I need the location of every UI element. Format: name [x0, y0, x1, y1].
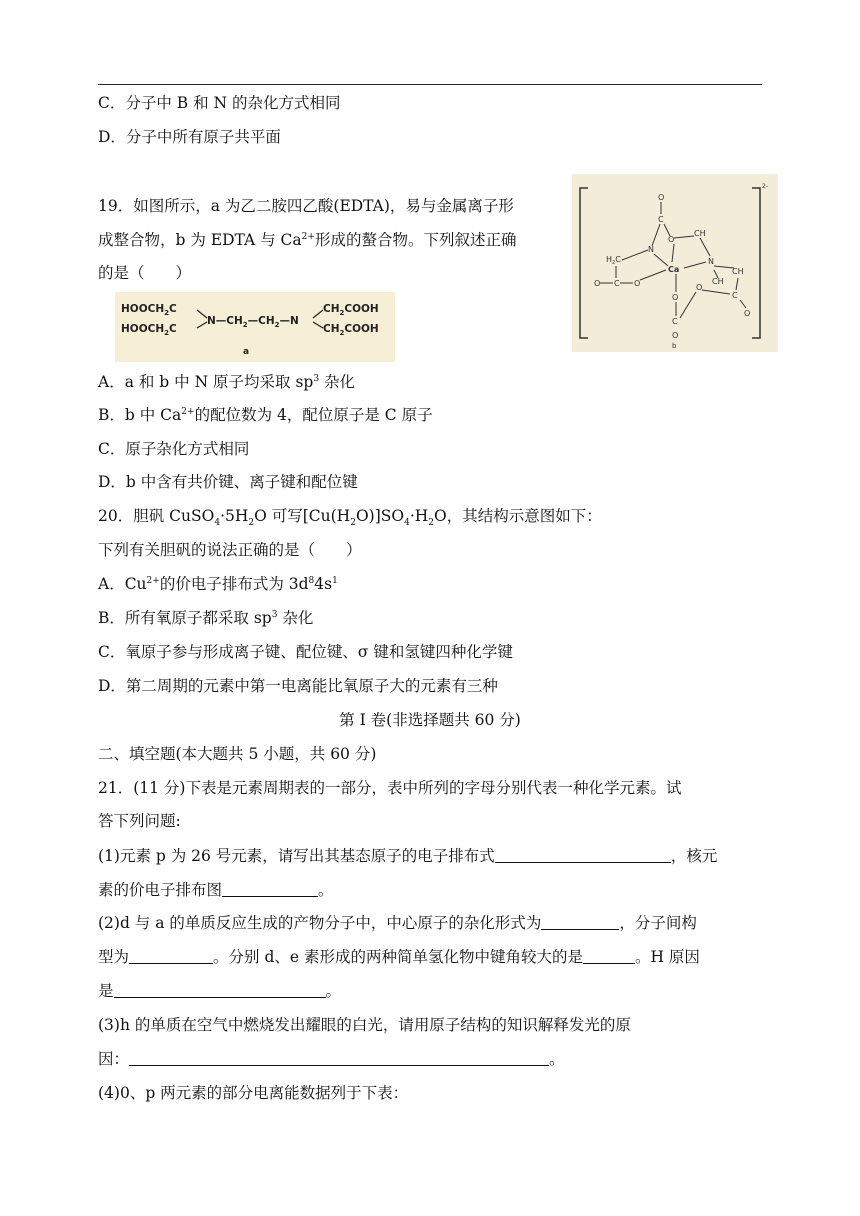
q19-stem-line1: 19．如图所示，a 为乙二胺四乙酸(EDTA)，易与金属离子形 [98, 197, 514, 215]
q21-part4-line1: (4)0、p 两元素的部分电离能数据列于下表： [98, 1084, 409, 1102]
q20-stem-line2: 下列有关胆矾的说法正确的是（ ） [98, 541, 362, 559]
svg-text:C: C [672, 317, 678, 326]
svg-text:Ca: Ca [668, 265, 680, 274]
q19-option-b: B．b 中 $Ca^{2+}$的配位数为 4，配位原子是 C 原子 [98, 406, 433, 424]
svg-text:C: C [658, 215, 664, 224]
q19-option-c: C．原子杂化方式相同 [98, 440, 250, 458]
svg-text:O: O [658, 193, 665, 202]
q19-option-d: D．b 中含有共价键、离子键和配位键 [98, 473, 358, 491]
answer-blank[interactable] [129, 947, 213, 964]
svg-text:N: N [648, 245, 654, 254]
section-heading: 二、填空题(本大题共 5 小题，共 60 分) [98, 745, 377, 763]
q20-stem-line1: 20．胆矾 $CuSO_4\cdot 5H_2O$ 可写$[Cu(H_2O)]SO_4\cdot H_2O$，其结构示意图如下： [98, 507, 602, 529]
q18-option-c: C．分子中 B 和 N 的杂化方式相同 [98, 94, 341, 112]
svg-text:CH: CH [732, 267, 744, 276]
answer-blank[interactable] [222, 880, 318, 897]
q20-option-d: D．第二周期的元素中第一电离能比氧原子大的元素有三种 [98, 677, 498, 695]
answer-blank[interactable] [583, 947, 635, 964]
q20-option-b: B．所有氧原子都采取 $sp^3$ 杂化 [98, 609, 314, 627]
edta-structure-figure [115, 292, 395, 362]
svg-text:N: N [708, 257, 714, 266]
svg-text:HOOCH2C: $HOOCH_2C$ [121, 303, 177, 317]
svg-text:N—CH2—CH2—N: $N—CH_2—CH_2—N$ [207, 315, 299, 329]
svg-text:b: b [672, 342, 677, 350]
q21-part2-line2: 型为 。分别 d、e 素形成的两种简单氢化物中键角较大的是 。H 原因 [98, 948, 700, 966]
svg-text:O: O [668, 235, 675, 244]
q18-option-d: D．分子中所有原子共平面 [98, 128, 281, 146]
svg-text:CH2COOH: $CH_2COOH$ [323, 303, 379, 317]
q19-stem-line2: 成整合物，b 为 EDTA 与 $Ca^{2+}$形成的螯合物。下列叙述正确 [98, 231, 517, 249]
q21-intro-line1: 21．(11 分)下表是元素周期表的一部分，表中所列的字母分别代表一种化学元素。试 [98, 779, 682, 797]
answer-blank[interactable] [114, 981, 326, 998]
svg-text:C: C [732, 291, 738, 300]
q19-option-a: A．a 和 b 中 N 原子均采取 $sp^3$ 杂化 [98, 373, 356, 391]
svg-text:O: O [594, 279, 601, 288]
q21-part1-line1: (1)元素 p 为 26 号元素，请写出其基态原子的电子排布式 ，核元 [98, 847, 718, 865]
q20-option-c: C．氧原子参与形成离子键、配位键、σ 键和氢键四种化学键 [98, 643, 513, 661]
q21-part2-line1: (2)d 与 a 的单质反应生成的产物分子中，中心原子的杂化形式为 ，分子间构 [98, 914, 697, 932]
svg-text:2-: 2- [762, 183, 768, 190]
answer-blank[interactable] [541, 913, 619, 930]
svg-text:O: O [634, 279, 641, 288]
q21-part1-line2: 素的价电子排布图 。 [98, 881, 334, 899]
q21-part3-line1: (3)h 的单质在空气中燃烧发出耀眼的白光，请用原子结构的知识解释发光的原 [98, 1016, 631, 1034]
ca-edta-chelate-figure [572, 174, 778, 352]
svg-text:O: O [696, 283, 703, 292]
q21-intro-line2: 答下列问题: [98, 812, 181, 830]
answer-blank[interactable] [129, 1049, 549, 1066]
svg-text:O: O [744, 309, 751, 318]
svg-text:CH: CH [694, 229, 706, 238]
section-title: 第 I 卷(非选择题共 60 分) [339, 711, 521, 729]
q21-part2-line3: 是 。 [98, 982, 342, 1000]
answer-blank[interactable] [495, 846, 671, 863]
svg-text:CH2COOH: $CH_2COOH$ [323, 323, 379, 337]
q21-part3-line2: 因： 。 [98, 1050, 565, 1068]
q19-stem-line3: 的是（ ） [98, 264, 192, 282]
svg-text:HOOCH2C: $HOOCH_2C$ [121, 323, 177, 337]
svg-text:O: O [672, 293, 679, 302]
svg-text:C: C [614, 279, 620, 288]
q20-option-a: A．$Cu^{2+}$的价电子排布式为 $3d^84s^1$ [98, 575, 338, 593]
svg-text:H2C: $H_2C$ [606, 255, 621, 266]
svg-text:a: a [243, 347, 250, 357]
svg-text:O: O [672, 331, 679, 340]
svg-text:CH: CH [712, 277, 724, 286]
header-rule [98, 84, 762, 85]
